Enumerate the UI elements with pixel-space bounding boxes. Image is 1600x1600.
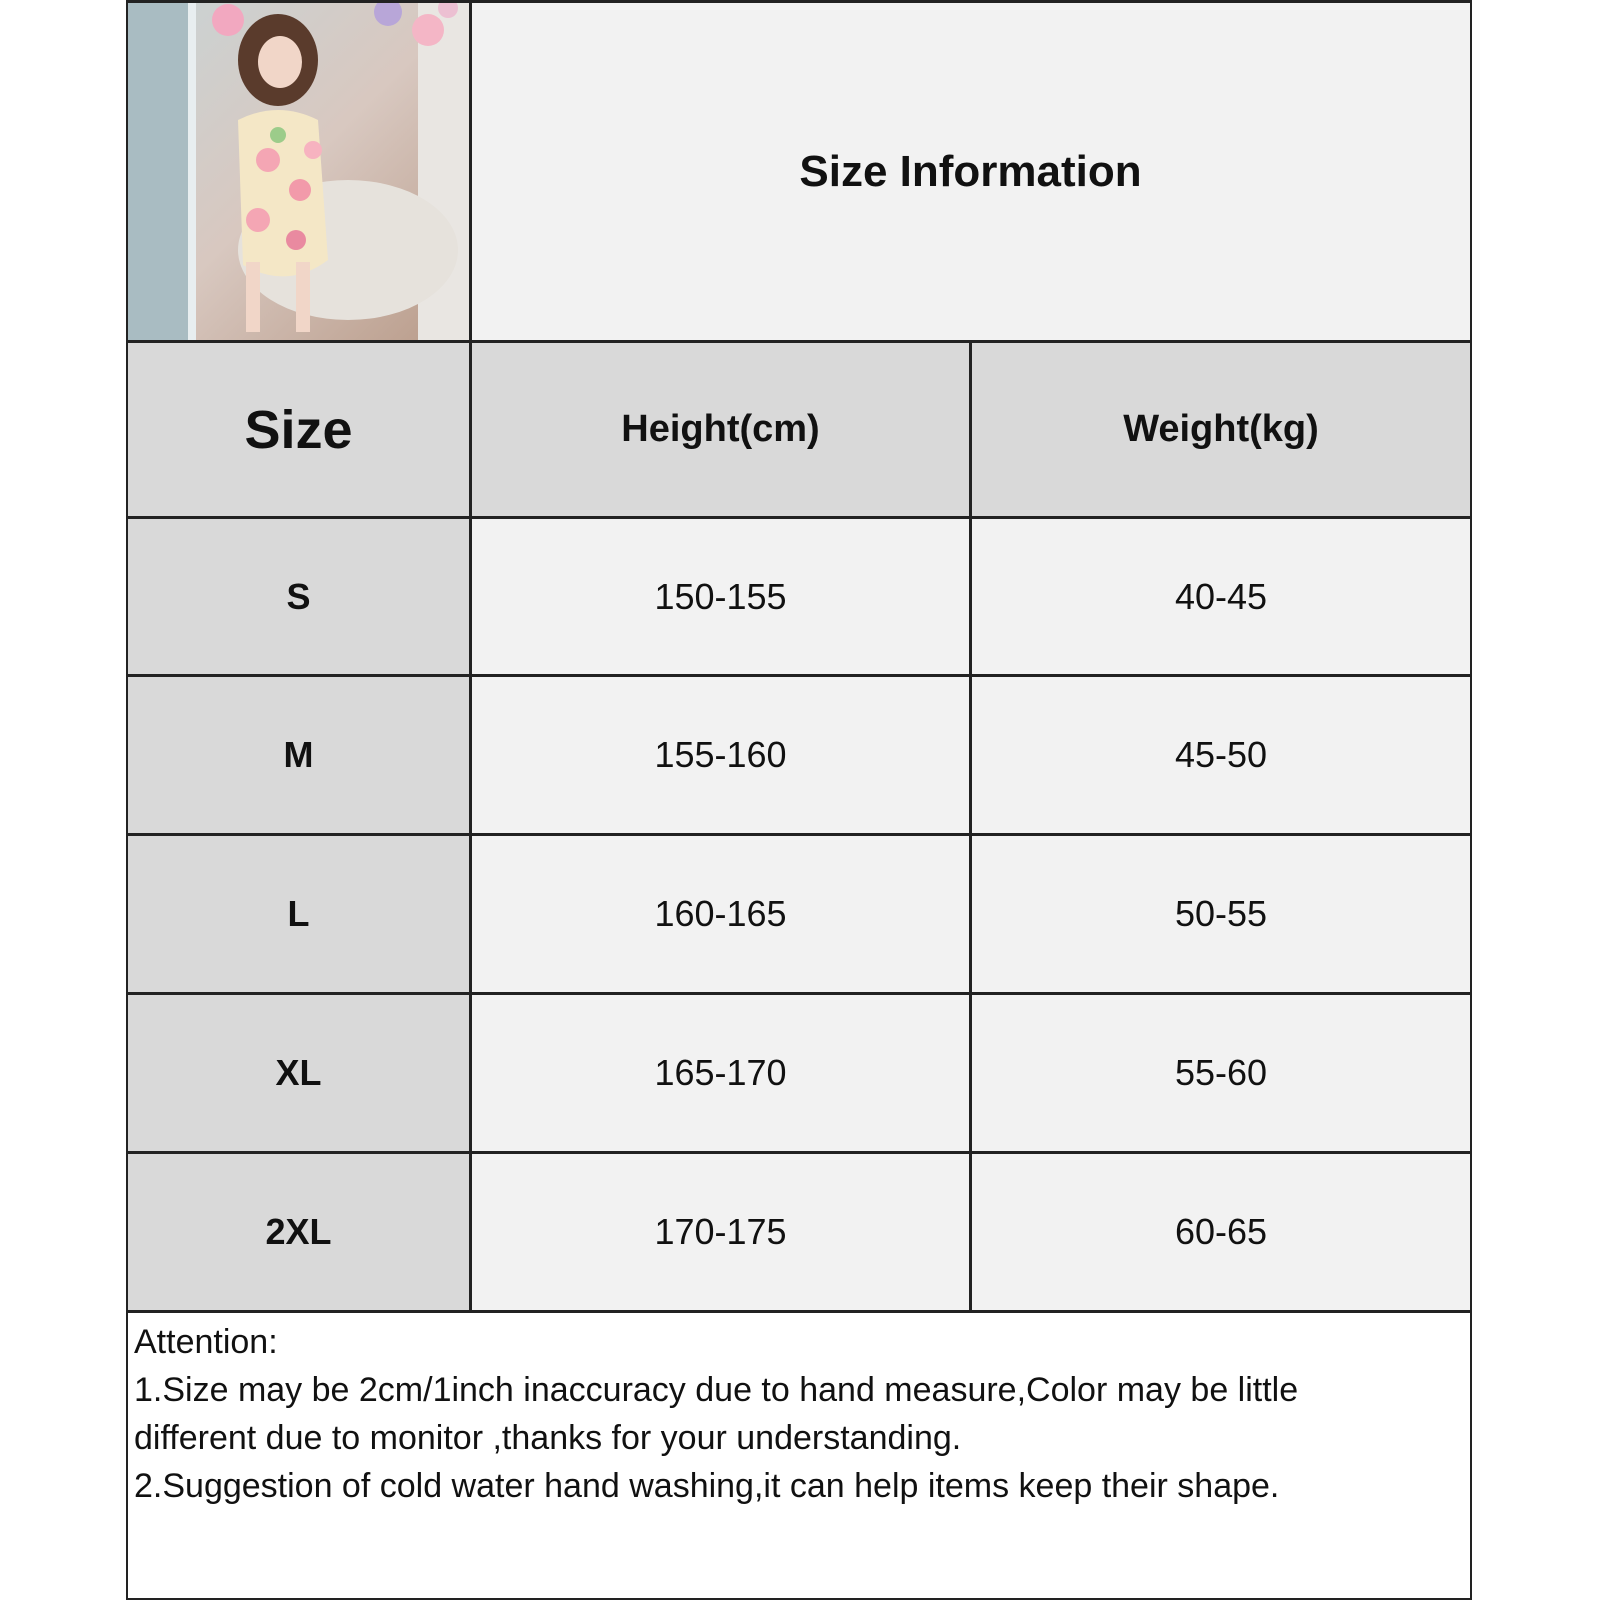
notes-line: 2.Suggestion of cold water hand washing,it can help items keep their shape. bbox=[134, 1467, 1280, 1505]
height-value: 160-165 bbox=[654, 893, 787, 934]
divider bbox=[126, 516, 1472, 519]
page-title: Size Information bbox=[799, 146, 1142, 196]
divider bbox=[126, 1310, 1472, 1313]
weight-value: 45-50 bbox=[1174, 734, 1268, 775]
divider bbox=[469, 0, 472, 1313]
weight-value: 40-45 bbox=[1174, 575, 1268, 617]
size-label: XL bbox=[275, 1052, 322, 1093]
height-value: 150-155 bbox=[654, 575, 787, 617]
attention-notes bbox=[134, 1318, 1454, 1510]
weight-value: 55-60 bbox=[1174, 1052, 1268, 1093]
height-value: 170-175 bbox=[654, 1211, 787, 1252]
size-label: S bbox=[286, 575, 311, 617]
notes-heading: Attention: bbox=[134, 1323, 278, 1361]
column-label-weight: Weight(kg) bbox=[1123, 408, 1319, 450]
column-label-height: Height(cm) bbox=[621, 408, 820, 450]
notes-line: different due to monitor ,thanks for your understanding. bbox=[134, 1419, 962, 1457]
height-value: 165-170 bbox=[654, 1052, 787, 1093]
size-label: L bbox=[287, 893, 310, 934]
divider bbox=[969, 340, 972, 1313]
divider bbox=[126, 0, 1472, 3]
divider bbox=[126, 1151, 1472, 1154]
weight-value: 60-65 bbox=[1174, 1211, 1268, 1252]
column-label-size: Size bbox=[244, 399, 353, 460]
divider bbox=[126, 674, 1472, 677]
divider bbox=[126, 833, 1472, 836]
divider bbox=[126, 992, 1472, 995]
notes-line: 1.Size may be 2cm/1inch inaccuracy due to hand measure,Color may be little bbox=[134, 1371, 1299, 1409]
size-label: M bbox=[283, 734, 314, 775]
weight-value: 50-55 bbox=[1174, 893, 1268, 934]
size-label: 2XL bbox=[265, 1211, 332, 1252]
divider bbox=[126, 340, 1472, 343]
height-value: 155-160 bbox=[654, 734, 787, 775]
